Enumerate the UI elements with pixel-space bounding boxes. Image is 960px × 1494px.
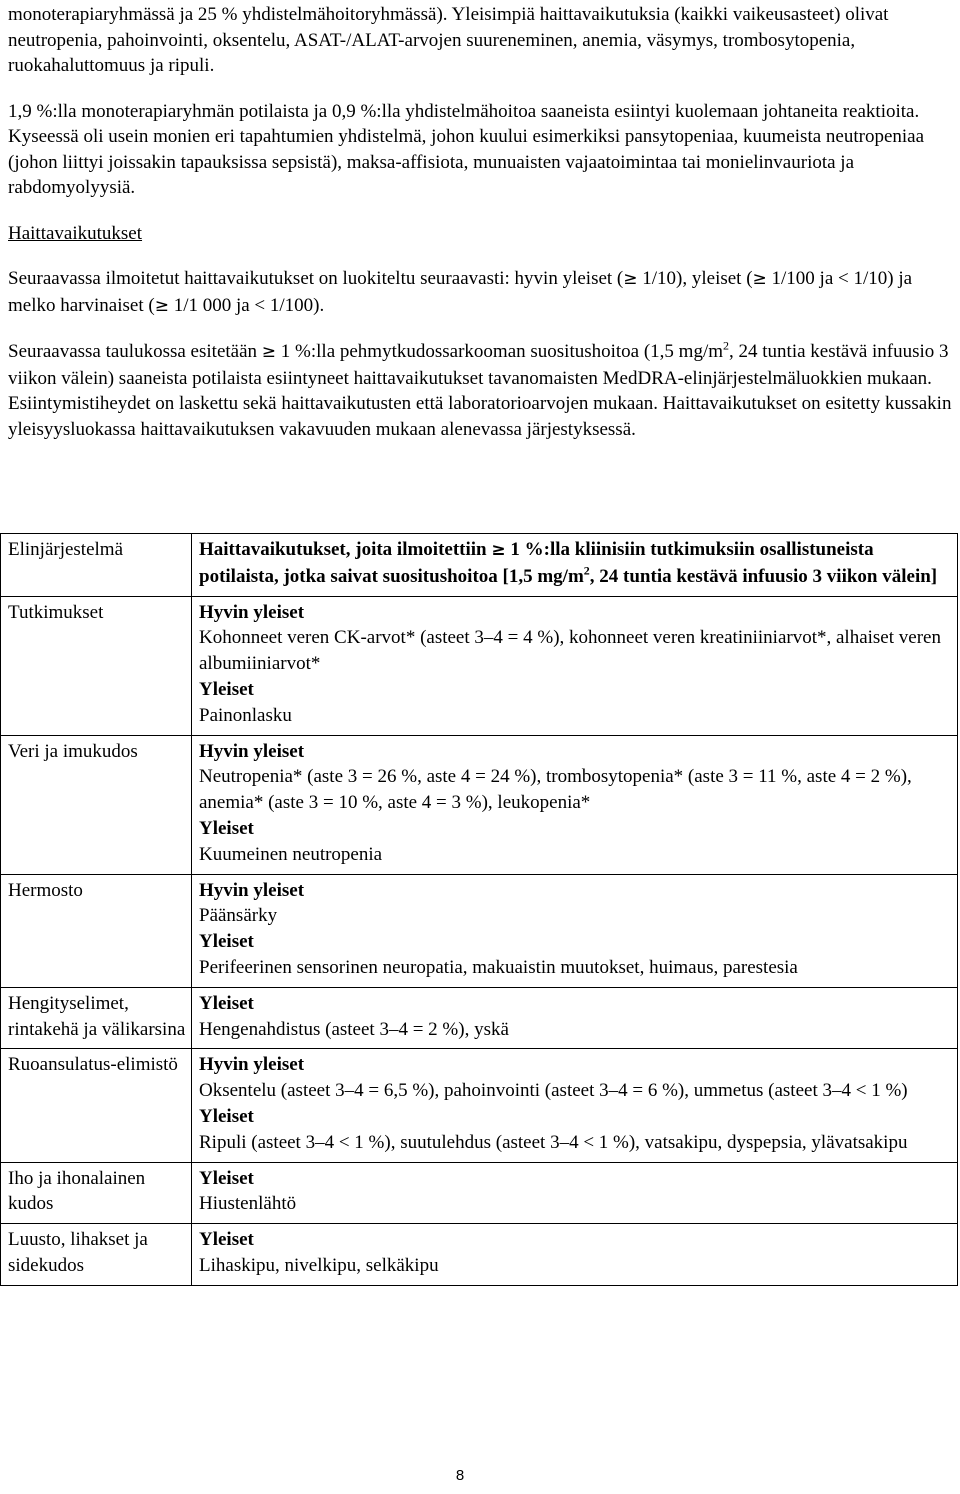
ge-symbol: ≥ [752, 269, 767, 289]
reaction-list: Lihaskipu, nivelkipu, selkäkipu [199, 1254, 439, 1276]
reaction-list: Päänsärky [199, 905, 278, 927]
organ-class-cell: Iho ja ihonalainen kudos [1, 1162, 192, 1224]
reaction-list: Perifeerinen sensorinen neuropatia, makuaistin muutokset, huimaus, parestesia [199, 956, 798, 978]
intro-paragraph-2: 1,9 %:lla monoterapiaryhmän potilaista ja 0,9 %:lla yhdistelmähoitoa saaneista esiintyi kuolemaan johtaneita reaktioita. Kyseessä oli usein monien eri tapahtumien yhdistelmä, johon kuului esimerkiksi pansytopeniaa, kuumeista neutropeniaa (johon liittyi joissakin tapauksissa sepsistä), maksa-affisiota, munuaisten vajaatoimintaa tai monielinvauriota ja rabdomyolyysiä. [8, 100, 925, 198]
organ-class-cell: Luusto, lihakset ja sidekudos [1, 1224, 192, 1286]
reactions-cell [192, 735, 958, 874]
frequency-label: Yleiset [199, 678, 254, 700]
reactions-cell [192, 1049, 958, 1162]
reactions-cell [192, 987, 958, 1049]
reaction-list: Hiustenlähtö [199, 1193, 297, 1215]
frequency-label: Yleiset [199, 1229, 254, 1251]
table-row [1, 596, 958, 735]
reaction-list: Painonlasku [199, 704, 292, 726]
reactions-cell [192, 1162, 958, 1224]
reactions-cell [192, 596, 958, 735]
section-heading: Haittavaikutukset [8, 222, 143, 244]
table-row [1, 1224, 958, 1286]
page-number: 8 [455, 1467, 465, 1484]
frequency-label: Yleiset [199, 931, 254, 953]
reactions-cell [192, 874, 958, 987]
table-row [1, 874, 958, 987]
frequency-paragraph: Seuraavassa ilmoitetut haittavaikutukset on luokiteltu seuraavasti: hyvin yleiset (≥ 1/10), yleiset (≥ 1/100 ja < 1/10) ja melko harvinaiset (≥ 1/1 000 ja < 1/100). [8, 268, 913, 316]
ge-symbol: ≥ [154, 295, 169, 316]
document-page [8, 0, 952, 442]
header-organ-class: Elinjärjestelmä [1, 534, 192, 597]
organ-class-cell: Ruoansulatus-elimistö [1, 1049, 192, 1162]
frequency-label: Yleiset [199, 1105, 254, 1127]
intro-paragraph-1: monoterapiaryhmässä ja 25 % yhdistelmähoitoryhmässä). Yleisimpiä haittavaikutuksia (kaikki vaikeusasteet) olivat neutropenia, pahoinvointi, oksentelu, ASAT-/ALAT-arvojen suureneminen, anemia, väsymys, trombosytopenia, ruokahaluttomuus ja ripuli. [8, 4, 889, 76]
frequency-label: Yleiset [199, 1167, 254, 1189]
reactions-cell [192, 1224, 958, 1286]
table-header-row [1, 534, 958, 597]
organ-class-cell: Tutkimukset [1, 596, 192, 735]
table-row [1, 1162, 958, 1224]
ge-symbol: ≥ [491, 540, 506, 560]
table-row [1, 987, 958, 1049]
table-row [1, 1049, 958, 1162]
organ-class-cell: Veri ja imukudos [1, 735, 192, 874]
reaction-list: Kohonneet veren CK-arvot* (asteet 3–4 = 4 %), kohonneet veren kreatiniiniarvot*, alhaiset veren albumiiniarvot* [199, 627, 941, 675]
frequency-label: Hyvin yleiset [199, 879, 305, 901]
frequency-label: Hyvin yleiset [199, 601, 305, 623]
reaction-list: Hengenahdistus (asteet 3–4 = 2 %), yskä [199, 1018, 509, 1040]
reaction-list: Neutropenia* (aste 3 = 26 %, aste 4 = 24 %), trombosytopenia* (aste 3 = 11 %, aste 4 = 2 %), anemia* (aste 3 = 10 %, aste 4 = 3 %), leukopenia* [199, 766, 912, 814]
reaction-list: Ripuli (asteet 3–4 < 1 %), suutulehdus (asteet 3–4 < 1 %), vatsakipu, dyspepsia, ylävatsakipu [199, 1131, 908, 1153]
ge-symbol: ≥ [261, 342, 277, 362]
reaction-list: Oksentelu (asteet 3–4 = 6,5 %), pahoinvointi (asteet 3–4 = 6 %), ummetus (asteet 3–4 < 1 %) [199, 1080, 908, 1102]
adverse-reactions-table [0, 533, 958, 1286]
header-adverse-reactions: Haittavaikutukset, joita ilmoitettiin ≥ 1 %:lla kliinisiin tutkimuksiin osallistuneista potilaista, jotka saivat suositushoitoa [1,5 $mg/m^2$, 24 tuntia kestävä infuusio 3 viikon välein] [192, 534, 958, 597]
organ-class-cell: Hermosto [1, 874, 192, 987]
table-intro-paragraph: Seuraavassa taulukossa esitetään ≥ 1 %:lla pehmytkudossarkooman suositushoitoa (1,5 $mg/m^2$, 24 tuntia kestävä infuusio 3 viikon välein) saaneista potilaista esiintyneet haittavaikutukset tavanomaisten MedDRA-elinjärjestelmäluokkien mukaan. Esiintymistiheydet on laskettu sekä haittavaikutusten että laboratorioarvojen mukaan. Haittavaikutukset on esitetty kussakin yleisyysluokassa haittavaikutuksen vakavuuden mukaan alenevassa järjestyksessä. [8, 338, 952, 440]
frequency-label: Yleiset [199, 817, 254, 839]
reaction-list: Kuumeinen neutropenia [199, 843, 383, 865]
frequency-label: Yleiset [199, 992, 254, 1014]
organ-class-cell: Hengityselimet, rintakehä ja välikarsina [1, 987, 192, 1049]
frequency-label: Hyvin yleiset [199, 740, 305, 762]
frequency-label: Hyvin yleiset [199, 1054, 305, 1076]
ge-symbol: ≥ [623, 269, 638, 289]
table-row [1, 735, 958, 874]
